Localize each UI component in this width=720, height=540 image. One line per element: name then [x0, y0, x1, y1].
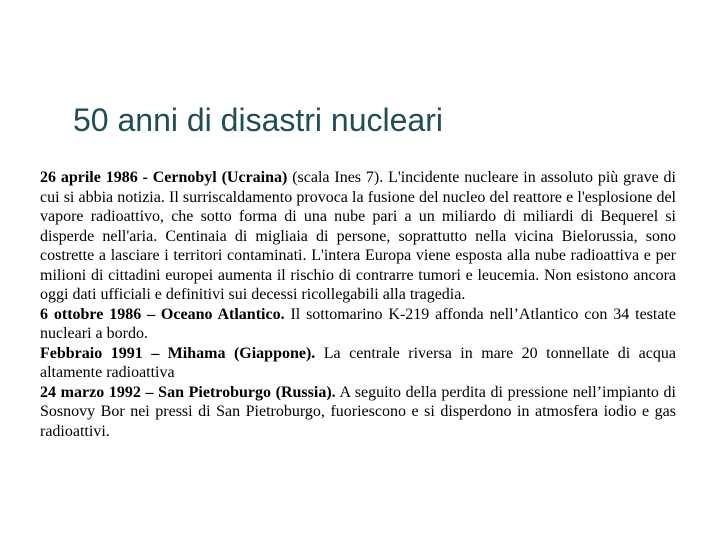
entry-text: (scala Ines 7). L'incidente nucleare in assoluto più grave di cui si abbia notizia. Il surriscaldamento provoca la fusione del nucleo del reattore e l'esplosione del vapore radioattivo, che sotto forma di una nube pari a un miliardo di miliardi di Bequerel si disperde nell'aria. Centinaia di migliaia di persone, soprattutto nella vicina Bielorussia, sono costrette a lasciare i territori contaminati. L'intera Europa viene esposta alla nube radioattiva e per milioni di cittadini europei aumenta il rischio di contrarre tumori e leucemia. Non esistono ancora oggi dati ufficiali e definitivi sui decessi ricollegabili alla tragedia. — [40, 169, 676, 303]
entry-heading: 26 aprile 1986 - Cernobyl (Ucraina) — [40, 169, 288, 186]
entry-mihama — [40, 344, 676, 383]
slide-title: 50 anni di disastri nucleari — [73, 102, 443, 138]
entry-heading: 24 marzo 1992 – San Pietroburgo (Russia). — [40, 383, 336, 401]
entry-text: A seguito della perdita di pressione nell’impianto di Sosnovy Bor nei pressi di San Pietroburgo, fuoriescono e si disperdono in atmosfera iodio e gas radioattivi. — [40, 383, 677, 440]
entry-cernobyl — [40, 168, 676, 305]
entry-heading: Febbraio 1991 – Mihama (Giappone). — [40, 344, 316, 362]
entry-heading: 6 ottobre 1986 – Oceano Atlantico. — [40, 305, 285, 323]
slide-body — [40, 168, 676, 441]
entry-text: Il sottomarino K-219 affonda nell’Atlantico con 34 testate nucleari a bordo. — [40, 305, 677, 342]
entry-text: La centrale riversa in mare 20 tonnellate di acqua altamente radioattiva — [40, 344, 676, 381]
entry-oceano-atlantico — [40, 305, 676, 344]
entry-san-pietroburgo — [40, 383, 676, 442]
